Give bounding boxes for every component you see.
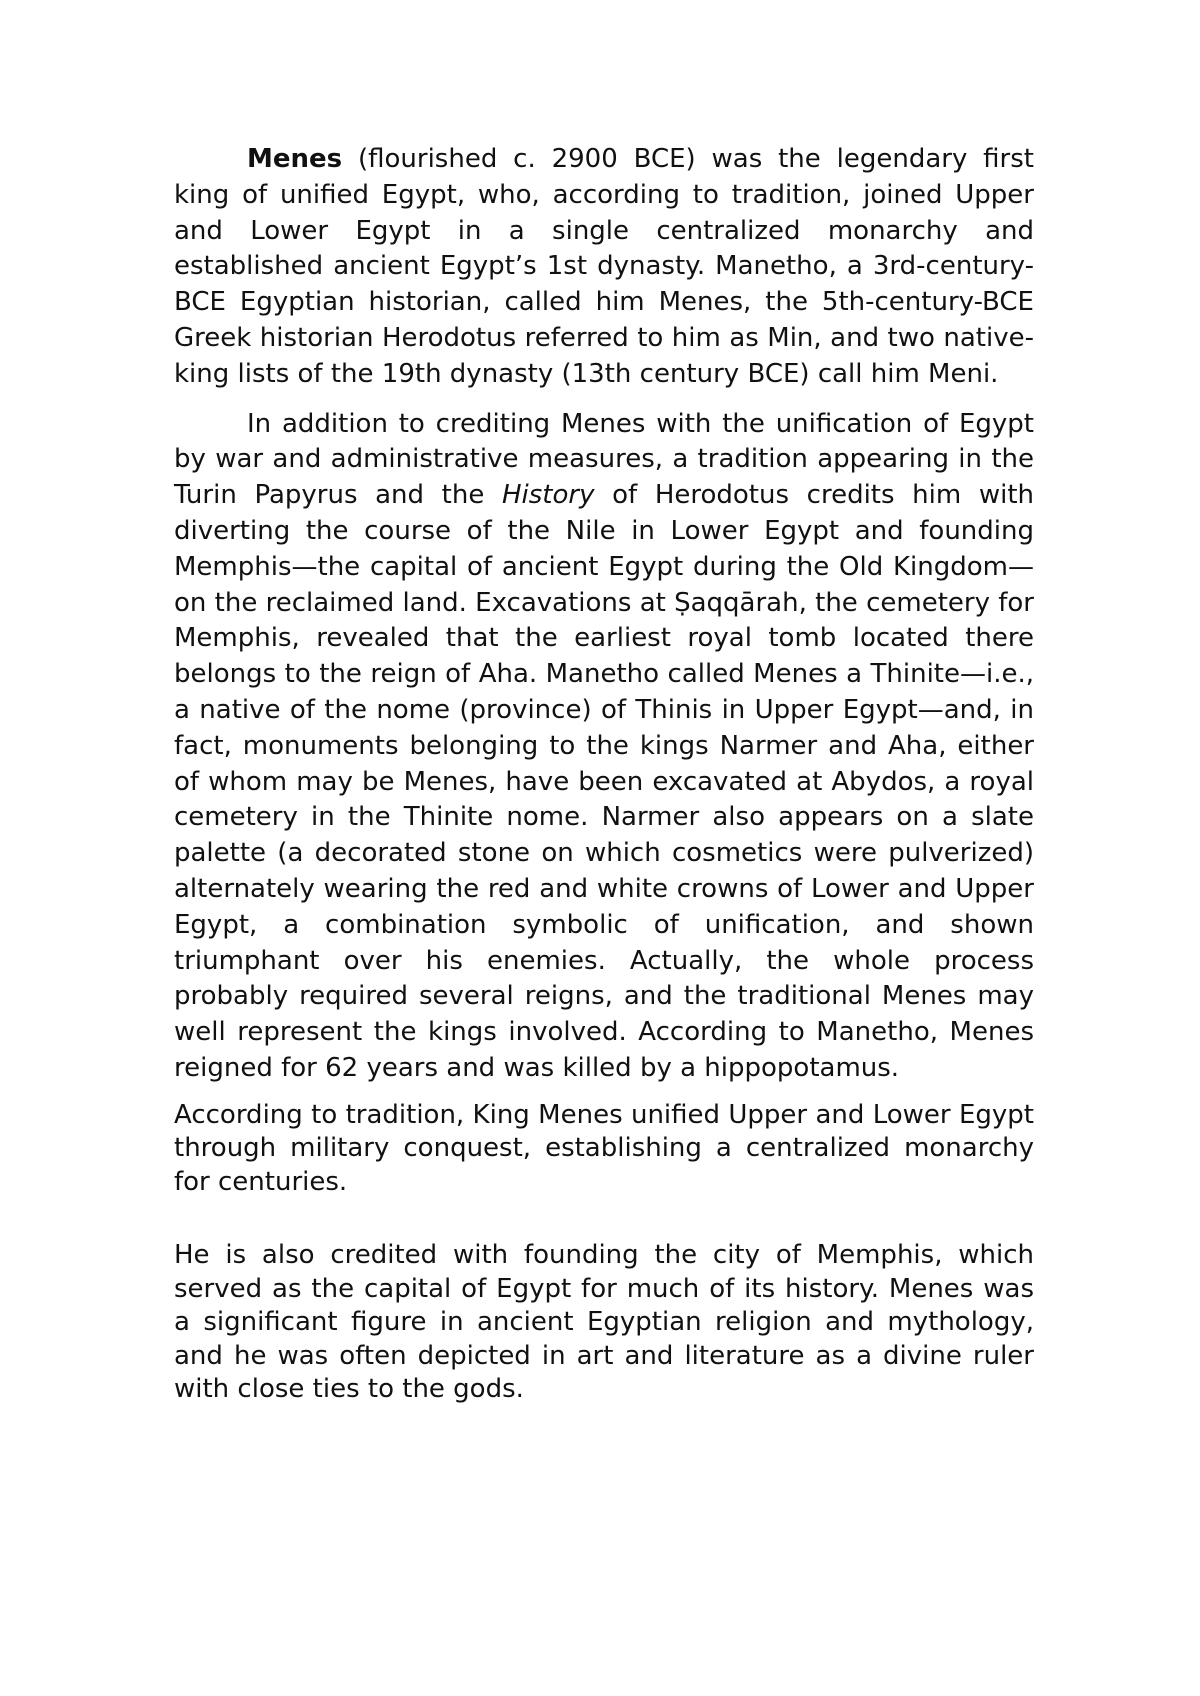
history-title-italic: History <box>501 480 595 511</box>
paragraph-unification <box>174 407 1034 1087</box>
paragraph-intro <box>174 142 1034 393</box>
subject-name-bold: Menes <box>247 144 343 174</box>
paragraph-unification-text-a: In addition to crediting Menes with the unification of Egypt by war and administrative measures, a tradition appearing in the Turin Papyrus and the <box>174 408 1034 511</box>
paragraph-tradition-text: According to tradition, King Menes unified Upper and Lower Egypt through military conquest, establishing a centralized monarchy for centuries. <box>174 1099 1034 1197</box>
document-page <box>174 142 1034 1407</box>
paragraph-memphis-text: He is also credited with founding the city of Memphis, which served as the capital of Egypt for much of its history. Menes was a significant figure in ancient Egyptian religion and mythology, and he was often depicted in art and literature as a divine ruler with close ties to the gods. <box>174 1240 1034 1405</box>
paragraph-memphis <box>174 1239 1034 1407</box>
paragraph-tradition <box>174 1099 1034 1200</box>
paragraph-unification-text-b: of Herodotus credits him with diverting the course of the Nile in Lower Egypt and founding Memphis—the capital of ancient Egypt during the Old Kingdom—on the reclaimed land. Excavations at Ṣaqqārah, the cemetery for Memphis, revealed that the earliest royal tomb located there belongs to the reign of Aha. Manetho called Menes a Thinite—i.e., a native of the nome (province) of Thinis in Upper Egypt—and, in fact, monuments belonging to the kings Narmer and Aha, either of whom may be Menes, have been excavated at Abydos, a royal cemetery in the Thinite nome. Narmer also appears on a slate palette (a decorated stone on which cosmetics were pulverized) alternately wearing the red and white crowns of Lower and Upper Egypt, a combination symbolic of unification, and shown triumphant over his enemies. Actually, the whole process probably required several reigns, and the traditional Menes may well represent the kings involved. According to Manetho, Menes reigned for 62 years and was killed by a hippopotamus. <box>174 480 1034 1083</box>
paragraph-intro-text: (flourished c. 2900 BCE) was the legendary first king of unified Egypt, who, according to tradition, joined Upper and Lower Egypt in a single centralized monarchy and established ancient Egypt’s 1st dynasty. Manetho, a 3rd-century-BCE Egyptian historian, called him Menes, the 5th-century-BCE Greek historian Herodotus referred to him as Min, and two native-king lists of the 19th dynasty (13th century BCE) call him Meni. <box>174 144 1034 389</box>
